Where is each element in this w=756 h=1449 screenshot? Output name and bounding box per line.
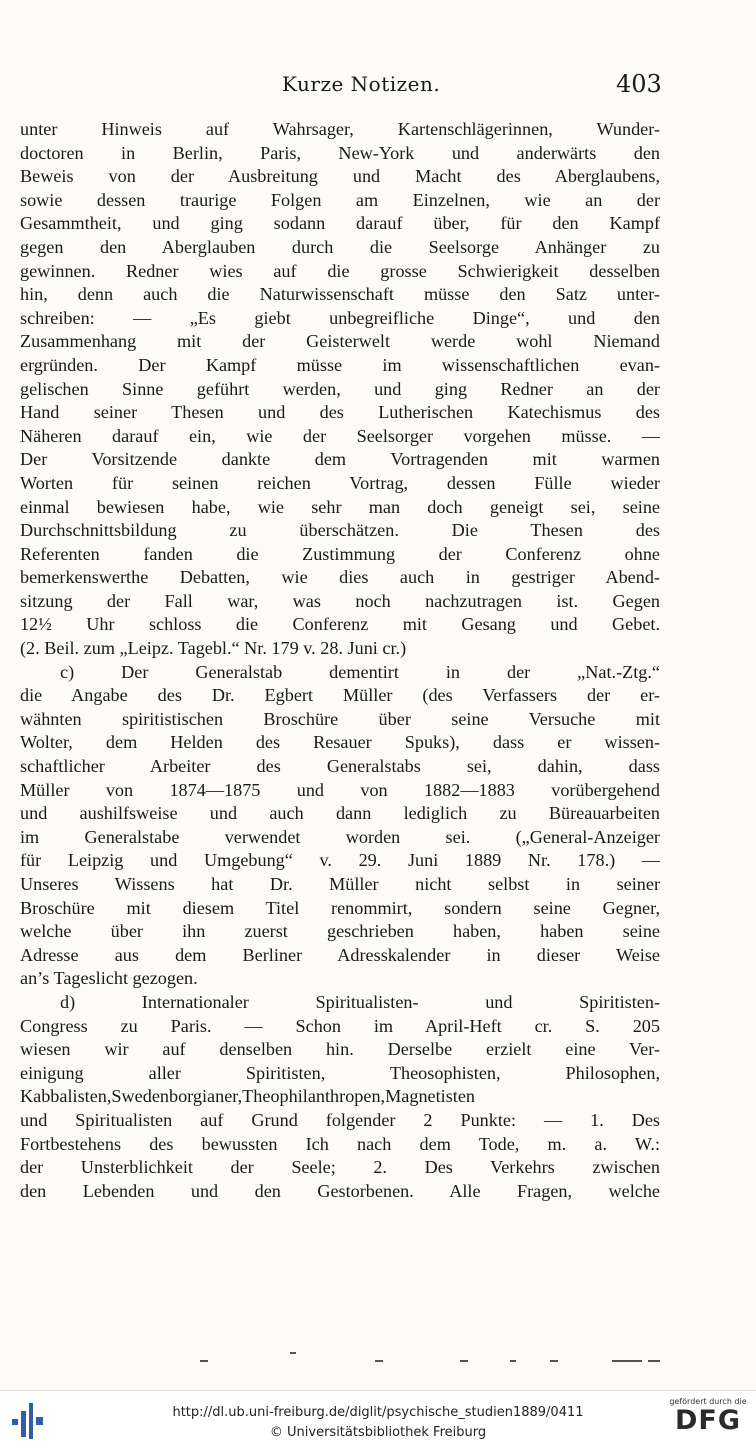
- text-line: Worten für seinen reichen Vortrag, dessen Fülle wieder: [20, 472, 660, 493]
- text-line: gegen den Aberglauben durch die Seelsorge Anhänger zu: [20, 236, 660, 257]
- body-text: [20, 118, 660, 1203]
- viewer-footer: [0, 1390, 756, 1449]
- text-line: gelischen Sinne geführt werden, und ging Redner an der: [20, 378, 660, 399]
- text-line: Broschüre mit diesem Titel renommirt, sondern seine Gegner,: [20, 897, 660, 918]
- text-line: Unseres Wissens hat Dr. Müller nicht selbst in seiner: [20, 874, 660, 894]
- text-line: einigung aller Spiritisten, Theosophisten, Philosophen,: [20, 1062, 660, 1083]
- text-line: Gesammtheit, und ging sodann darauf über, für den Kampf: [20, 213, 660, 234]
- text-line: Durchschnittsbildung zu überschätzen. Die Thesen des: [20, 520, 660, 541]
- permalink-url[interactable]: http://dl.ub.uni-freiburg.de/diglit/psychische_studien1889/0411: [172, 1405, 584, 1420]
- text-line: wiesen wir auf denselben hin. Derselbe erzielt eine Ver-: [20, 1039, 660, 1060]
- text-line: Fortbestehens des bewussten Ich nach dem Tode, m. a. W.:: [20, 1133, 660, 1154]
- page-number: 403: [616, 70, 662, 98]
- text-line: die Angabe des Dr. Egbert Müller (des Verfassers der er-: [20, 685, 660, 706]
- text-line: einmal bewiesen habe, wie sehr man doch geneigt sei, seine: [20, 496, 660, 517]
- text-line: Wolter, dem Helden des Resauer Spuks), dass er wissen-: [20, 732, 660, 753]
- text-line: sitzung der Fall war, was noch nachzutragen ist. Gegen: [20, 590, 660, 611]
- text-line: schaftlicher Arbeiter des Generalstabs sei, dahin, dass: [20, 756, 660, 777]
- text-line: hin, denn auch die Naturwissenschaft müsse den Satz unter-: [20, 284, 660, 305]
- text-line: und Spiritualisten auf Grund folgender 2 Punkte: — 1. Des: [20, 1109, 660, 1130]
- text-line: Zusammenhang mit der Geisterwelt werde wohl Niemand: [20, 331, 660, 352]
- text-line: Kabbalisten,Swedenborgianer,Theophilanthropen,Magnetisten: [20, 1086, 476, 1107]
- section-c-heading-line: c) Der Generalstab dementirt in der „Nat.-Ztg.“: [60, 661, 660, 682]
- text-line: im Generalstabe verwendet worden sei. („General-Anzeiger: [20, 826, 660, 847]
- running-head: [0, 68, 756, 108]
- text-line: an’s Tageslicht gezogen.: [20, 968, 198, 989]
- text-line: Beweis von der Ausbreitung und Macht des Aberglaubens,: [20, 166, 660, 187]
- text-line: doctoren in Berlin, Paris, New-York und anderwärts den: [20, 142, 660, 163]
- text-line: Congress zu Paris. — Schon im April-Heft cr. S. 205: [20, 1015, 660, 1036]
- text-line: Der Vorsitzende dankte dem Vortragenden mit warmen: [20, 449, 660, 470]
- section-d-heading-line: d) Internationaler Spiritualisten- und Spiritisten-: [60, 991, 660, 1012]
- text-line: und aushilfsweise und auch dann lediglich zu Büreauarbeiten: [20, 803, 660, 824]
- text-line: der Unsterblichkeit der Seele; 2. Des Verkehrs zwischen: [20, 1157, 660, 1178]
- text-line: welche über ihn zuerst geschrieben haben, haben seine: [20, 921, 660, 942]
- text-line: Referenten fanden die Zustimmung der Conferenz ohne: [20, 543, 660, 564]
- text-line: bemerkenswerthe Debatten, wie dies auch in gestriger Abend-: [20, 567, 660, 588]
- copyright-notice: © Universitätsbibliothek Freiburg: [269, 1425, 487, 1440]
- text-line: Hand seiner Thesen und des Lutherischen Katechismus des: [20, 402, 660, 423]
- funding-caption: gefördert durch die: [669, 1397, 747, 1406]
- text-line: den Lebenden und den Gestorbenen. Alle Fragen, welche: [20, 1180, 660, 1201]
- text-line: (2. Beil. zum „Leipz. Tagebl.“ Nr. 179 v. 28. Juni cr.): [20, 638, 407, 659]
- running-head-title: Kurze Notizen.: [282, 72, 441, 96]
- text-line: ergründen. Der Kampf müsse im wissenschaftlichen evan-: [20, 354, 660, 375]
- text-line: 12½ Uhr schloss die Conferenz mit Gesang und Gebet.: [20, 614, 660, 635]
- text-line: wähnten spiritistischen Broschüre über seine Versuche mit: [20, 708, 660, 729]
- text-line: Näheren darauf ein, wie der Seelsorger vorgehen müsse. —: [20, 425, 660, 446]
- text-line: für Leipzig und Umgebung“ v. 29. Juni 1889 Nr. 178.) —: [20, 850, 660, 871]
- text-line: sowie dessen traurige Folgen am Einzelnen, wie an der: [20, 189, 660, 210]
- text-line: Adresse aus dem Berliner Adresskalender in dieser Weise: [20, 944, 660, 965]
- dfg-funding-badge: [666, 1397, 750, 1445]
- text-line: schreiben: — „Es giebt unbegreifliche Dinge“, und den: [20, 307, 660, 328]
- text-line: Müller von 1874—1875 und von 1882—1883 vorübergehend: [20, 779, 660, 800]
- text-line: gewinnen. Redner wies auf die grosse Schwierigkeit desselben: [20, 260, 660, 281]
- text-line: unter Hinweis auf Wahrsager, Kartenschlägerinnen, Wunder-: [20, 119, 660, 139]
- dfg-logo: DFG: [674, 1405, 742, 1436]
- scan-marks: [200, 1354, 670, 1370]
